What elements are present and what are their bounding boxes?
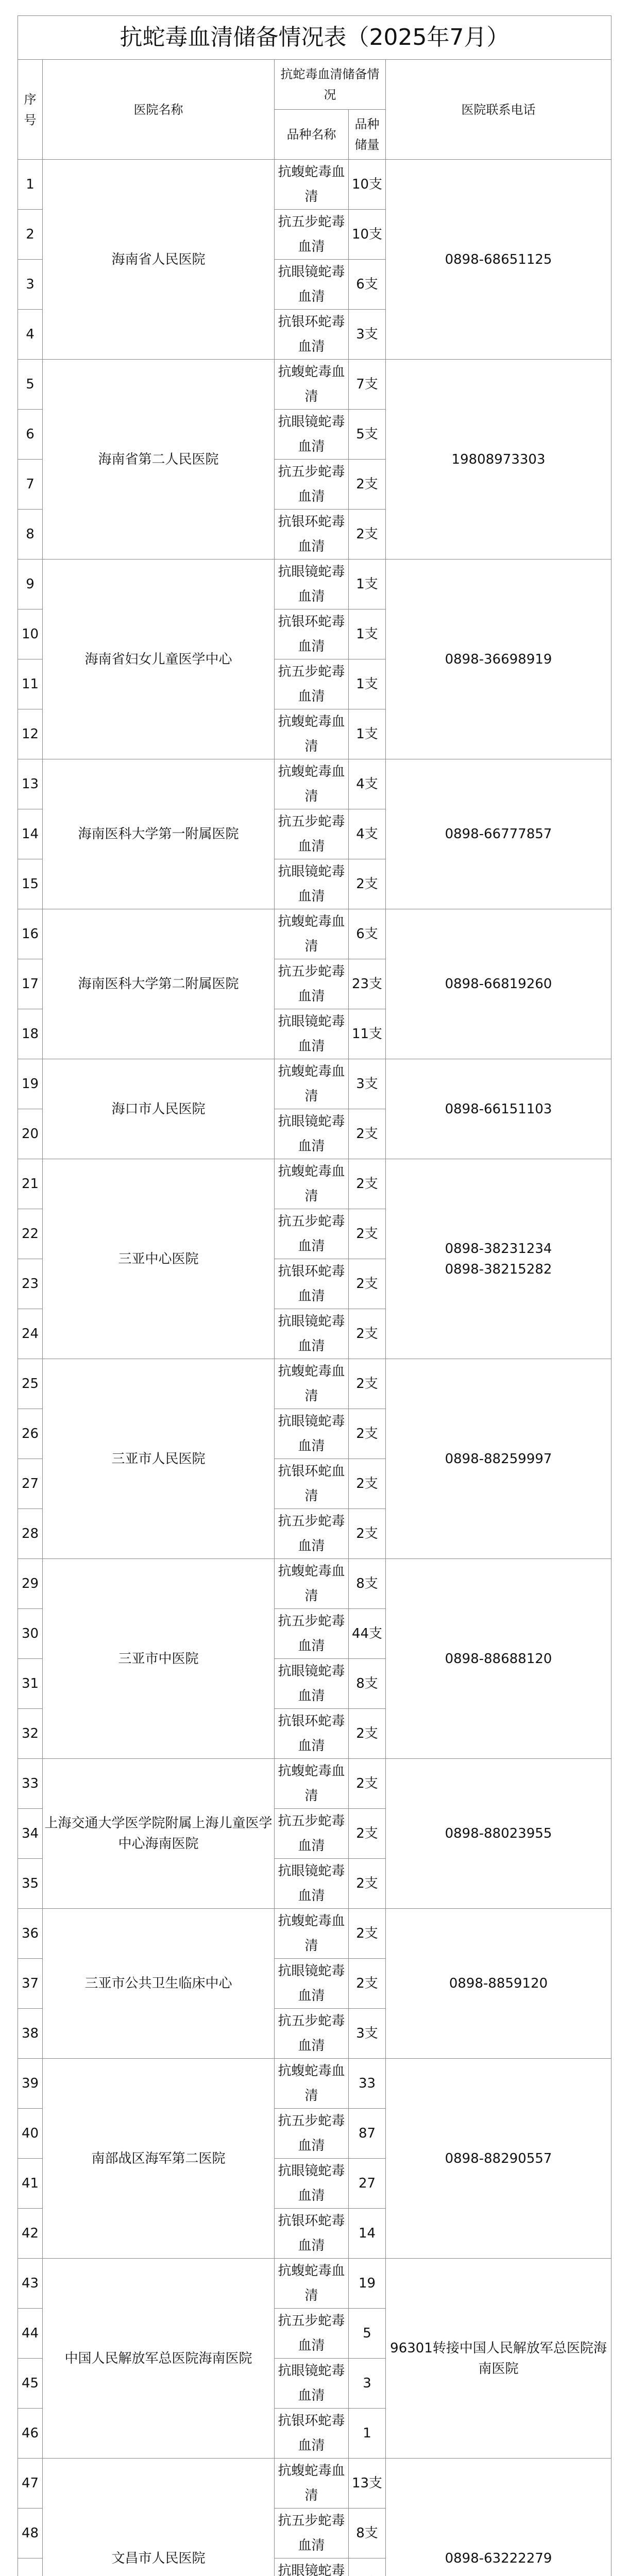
serum-reserve-sheet [18,15,611,2576]
table-row [18,1359,611,1409]
row-index: 10 [18,609,43,659]
row-index: 38 [18,2009,43,2059]
serum-quantity: 44支 [349,1609,386,1659]
serum-product: 抗蝮蛇毒血清 [275,1759,349,1809]
row-index: 31 [18,1659,43,1709]
serum-quantity: 2支 [349,1459,386,1509]
row-index: 13 [18,759,43,809]
row-index: 23 [18,1259,43,1309]
hospital-name: 三亚市公共卫生临床中心 [43,1909,275,2059]
row-index: 29 [18,1559,43,1609]
hospital-phone: 0898-88688120 [386,1559,611,1759]
serum-quantity: 5 [349,2309,386,2359]
hospital-phone: 0898-88290557 [386,2059,611,2259]
serum-quantity: 2支 [349,1409,386,1459]
row-index: 28 [18,1509,43,1559]
serum-product: 抗银环蛇毒血清 [275,2209,349,2259]
row-index: 45 [18,2359,43,2409]
hospital-phone: 0898-66777857 [386,759,611,909]
serum-quantity: 2支 [349,510,386,560]
row-index: 19 [18,1059,43,1109]
hospital-name: 海南医科大学第二附属医院 [43,909,275,1059]
serum-quantity: 8支 [349,1559,386,1609]
serum-product: 抗五步蛇毒血清 [275,2309,349,2359]
serum-product: 抗眼镜蛇毒血清 [275,1109,349,1159]
row-index: 18 [18,1009,43,1059]
serum-product: 抗银环蛇毒血清 [275,609,349,659]
serum-product: 抗蝮蛇毒血清 [275,1359,349,1409]
serum-quantity: 2支 [349,859,386,909]
serum-product: 抗蝮蛇毒血清 [275,2059,349,2109]
serum-product: 抗眼镜蛇毒血清 [275,1409,349,1459]
hospital-phone: 0898-38231234 0898-38215282 [386,1159,611,1359]
serum-quantity: 1支 [349,560,386,609]
row-index: 14 [18,809,43,859]
row-index: 20 [18,1109,43,1159]
serum-quantity: 2支 [349,1809,386,1859]
hospital-name: 文昌市人民医院 [43,2459,275,2576]
serum-product: 抗蝮蛇毒血清 [275,1559,349,1609]
row-index: 25 [18,1359,43,1409]
serum-product: 抗眼镜蛇毒血清 [275,560,349,609]
serum-quantity: 3支 [349,2009,386,2059]
serum-product: 抗五步蛇毒血清 [275,2509,349,2558]
serum-product: 抗眼镜蛇毒血清 [275,2359,349,2409]
hospital-phone: 0898-66819260 [386,909,611,1059]
hospital-phone: 0898-36698919 [386,560,611,759]
table-row [18,2259,611,2309]
row-index: 35 [18,1859,43,1909]
serum-product: 抗蝮蛇毒血清 [275,709,349,759]
row-index: 37 [18,1959,43,2009]
row-index: 24 [18,1309,43,1359]
hospital-name: 三亚市中医院 [43,1559,275,1759]
hospital-name: 上海交通大学医学院附属上海儿童医学中心海南医院 [43,1759,275,1909]
hospital-phone: 96301转接中国人民解放军总医院海南医院 [386,2259,611,2459]
hospital-name: 三亚中心医院 [43,1159,275,1359]
serum-quantity: 2支 [349,1359,386,1409]
serum-quantity: 2支 [349,1159,386,1209]
row-index: 7 [18,460,43,510]
serum-quantity: 2支 [349,460,386,510]
serum-product: 抗蝮蛇毒血清 [275,360,349,410]
serum-quantity: 33 [349,2059,386,2109]
header-product: 品种名称 [275,110,349,160]
serum-quantity: 1支 [349,609,386,659]
row-index: 48 [18,2509,43,2558]
hospital-phone: 0898-88023955 [386,1759,611,1909]
row-index: 26 [18,1409,43,1459]
serum-quantity: 23支 [349,959,386,1009]
serum-product: 抗五步蛇毒血清 [275,1809,349,1859]
serum-quantity: 27 [349,2159,386,2209]
hospital-name: 海南省第二人民医院 [43,360,275,560]
serum-quantity: 2支 [349,1309,386,1359]
row-index: 39 [18,2059,43,2109]
table-row [18,360,611,410]
table-row [18,160,611,210]
header-reserve: 抗蛇毒血清储备情况 [275,60,386,110]
table-title: 抗蛇毒血清储备情况表（2025年7月） [18,16,611,60]
row-index: 46 [18,2409,43,2459]
serum-quantity: 13支 [349,2459,386,2509]
serum-product: 抗眼镜蛇毒血清 [275,859,349,909]
header-quantity: 品种储量 [349,110,386,160]
serum-product: 抗蝮蛇毒血清 [275,160,349,210]
serum-quantity: 2支 [349,1259,386,1309]
serum-quantity: 2支 [349,1759,386,1809]
hospital-name: 海南省人民医院 [43,160,275,360]
row-index: 47 [18,2459,43,2509]
serum-quantity: 2支 [349,1909,386,1959]
table-row [18,2059,611,2109]
serum-quantity [349,2558,386,2576]
row-index: 21 [18,1159,43,1209]
row-index: 9 [18,560,43,609]
hospital-name: 海口市人民医院 [43,1059,275,1159]
row-index: 8 [18,510,43,560]
row-index: 34 [18,1809,43,1859]
serum-product: 抗眼镜蛇毒 [275,2558,349,2576]
serum-quantity: 10支 [349,210,386,260]
serum-product: 抗眼镜蛇毒血清 [275,260,349,310]
serum-quantity: 8支 [349,2509,386,2558]
serum-product: 抗眼镜蛇毒血清 [275,1859,349,1909]
serum-product: 抗五步蛇毒血清 [275,210,349,260]
serum-product: 抗眼镜蛇毒血清 [275,1659,349,1709]
hospital-phone: 0898-8859120 [386,1909,611,2059]
serum-quantity: 7支 [349,360,386,410]
row-index: 27 [18,1459,43,1509]
serum-quantity: 8支 [349,1659,386,1709]
header-index: 序号 [18,60,43,160]
header-hospital: 医院名称 [43,60,275,160]
table-row [18,1759,611,1809]
row-index: 6 [18,410,43,460]
table-row [18,1559,611,1609]
serum-quantity: 3 [349,2359,386,2409]
row-index: 43 [18,2259,43,2309]
row-index: 30 [18,1609,43,1659]
serum-quantity: 2支 [349,1959,386,2009]
serum-product: 抗银环蛇血清 [275,1459,349,1509]
row-index: 16 [18,909,43,959]
serum-product: 抗蝮蛇毒血清 [275,1159,349,1209]
serum-product: 抗蝮蛇毒血清 [275,909,349,959]
serum-product: 抗五步蛇毒血清 [275,659,349,709]
serum-quantity: 6支 [349,909,386,959]
serum-reserve-table [18,15,611,2576]
table-row [18,1159,611,1209]
serum-product: 抗银环蛇毒血清 [275,1259,349,1309]
row-index [18,2558,43,2576]
serum-quantity: 6支 [349,260,386,310]
row-index: 42 [18,2209,43,2259]
row-index: 44 [18,2309,43,2359]
serum-product: 抗眼镜蛇毒血清 [275,410,349,460]
serum-product: 抗银环蛇毒血清 [275,1709,349,1759]
serum-quantity: 2支 [349,1859,386,1909]
serum-product: 抗蝮蛇毒血清 [275,759,349,809]
serum-product: 抗五步蛇毒血清 [275,1509,349,1559]
serum-product: 抗银环蛇毒血清 [275,2409,349,2459]
serum-quantity: 87 [349,2109,386,2159]
header-phone: 医院联系电话 [386,60,611,160]
hospital-phone: 0898-68651125 [386,160,611,360]
serum-product: 抗五步蛇毒血清 [275,809,349,859]
hospital-name: 海南医科大学第一附属医院 [43,759,275,909]
serum-quantity: 14 [349,2209,386,2259]
serum-quantity: 5支 [349,410,386,460]
hospital-phone: 19808973303 [386,360,611,560]
hospital-phone: 0898-66151103 [386,1059,611,1159]
serum-product: 抗眼镜蛇毒血清 [275,2159,349,2209]
hospital-name: 南部战区海军第二医院 [43,2059,275,2259]
serum-product: 抗五步蛇毒血清 [275,959,349,1009]
row-index: 15 [18,859,43,909]
hospital-phone: 0898-88259997 [386,1359,611,1559]
row-index: 3 [18,260,43,310]
table-row [18,2459,611,2509]
serum-product: 抗银环蛇毒血清 [275,510,349,560]
serum-quantity: 2支 [349,1109,386,1159]
row-index: 41 [18,2159,43,2209]
serum-quantity: 2支 [349,1209,386,1259]
row-index: 32 [18,1709,43,1759]
serum-product: 抗眼镜蛇毒血清 [275,1959,349,2009]
serum-quantity: 4支 [349,809,386,859]
serum-product: 抗银环蛇毒血清 [275,310,349,360]
serum-product: 抗蝮蛇毒血清 [275,2459,349,2509]
hospital-phone: 0898-63222279 [386,2459,611,2576]
serum-product: 抗五步蛇毒血清 [275,2009,349,2059]
table-row [18,1059,611,1109]
serum-product: 抗眼镜蛇毒血清 [275,1309,349,1359]
serum-quantity: 11支 [349,1009,386,1059]
serum-product: 抗五步蛇毒血清 [275,1209,349,1259]
serum-quantity: 1支 [349,709,386,759]
serum-quantity: 3支 [349,310,386,360]
row-index: 22 [18,1209,43,1259]
serum-quantity: 1 [349,2409,386,2459]
serum-product: 抗蝮蛇毒血清 [275,1059,349,1109]
table-row [18,909,611,959]
serum-product: 抗蝮蛇毒血清 [275,2259,349,2309]
row-index: 40 [18,2109,43,2159]
serum-quantity: 10支 [349,160,386,210]
serum-quantity: 4支 [349,759,386,809]
table-row [18,759,611,809]
serum-product: 抗五步蛇毒血清 [275,2109,349,2159]
serum-quantity: 3支 [349,1059,386,1109]
row-index: 2 [18,210,43,260]
hospital-name: 中国人民解放军总医院海南医院 [43,2259,275,2459]
row-index: 1 [18,160,43,210]
serum-quantity: 1支 [349,659,386,709]
serum-quantity: 2支 [349,1709,386,1759]
row-index: 5 [18,360,43,410]
serum-quantity: 2支 [349,1509,386,1559]
row-index: 33 [18,1759,43,1809]
hospital-name: 海南省妇女儿童医学中心 [43,560,275,759]
table-row [18,560,611,609]
row-index: 17 [18,959,43,1009]
row-index: 12 [18,709,43,759]
hospital-name: 三亚市人民医院 [43,1359,275,1559]
table-row [18,1909,611,1959]
row-index: 36 [18,1909,43,1959]
serum-quantity: 19 [349,2259,386,2309]
serum-product: 抗眼镜蛇毒血清 [275,1009,349,1059]
row-index: 4 [18,310,43,360]
serum-product: 抗五步蛇毒血清 [275,1609,349,1659]
row-index: 11 [18,659,43,709]
serum-product: 抗蝮蛇毒血清 [275,1909,349,1959]
serum-product: 抗五步蛇毒血清 [275,460,349,510]
